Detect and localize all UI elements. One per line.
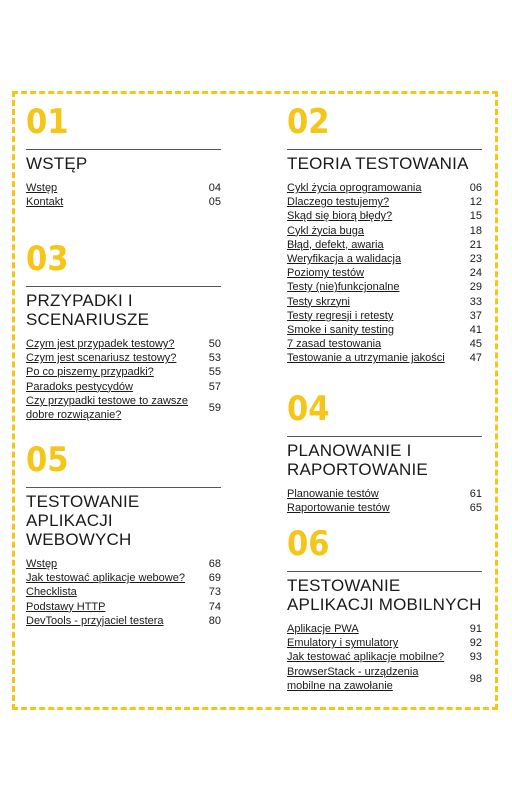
toc-entry-label[interactable]: Testy regresji i retesty xyxy=(287,309,394,322)
section-title: PLANOWANIE I RAPORTOWANIE xyxy=(287,436,482,479)
toc-entry[interactable] xyxy=(287,650,482,664)
toc-entry[interactable] xyxy=(26,557,221,571)
toc-entry-page: 24 xyxy=(469,267,482,280)
toc-entry-label[interactable]: Testowanie a utrzymanie jakości xyxy=(287,352,445,365)
section-items xyxy=(287,487,482,515)
toc-entry[interactable] xyxy=(26,600,221,614)
toc-entry-page: 04 xyxy=(208,182,221,194)
toc-entry-page: 57 xyxy=(208,380,221,393)
toc-entry-page: 29 xyxy=(469,281,482,294)
toc-entry-page: 93 xyxy=(469,651,482,664)
toc-entry-page: 41 xyxy=(469,324,482,337)
toc-entry[interactable] xyxy=(287,323,482,337)
toc-entry-page: 91 xyxy=(469,623,482,635)
toc-entry-label[interactable]: Checklista xyxy=(26,586,77,599)
section-title: TESTOWANIE APLIKACJI MOBILNYCH xyxy=(287,571,482,614)
toc-entry-label[interactable]: Podstawy HTTP xyxy=(26,600,106,613)
toc-entry[interactable] xyxy=(287,209,482,223)
toc-entry-page: 33 xyxy=(469,295,482,308)
section-03 xyxy=(26,239,221,422)
toc-entry-label[interactable]: Poziomy testów xyxy=(287,267,365,280)
toc-entry-label[interactable]: Planowanie testów xyxy=(287,488,379,500)
toc-entry-page: 45 xyxy=(469,338,482,351)
toc-entry-page: 12 xyxy=(469,196,482,209)
section-title: TEORIA TESTOWANIA xyxy=(287,149,482,173)
toc-entry-page: 50 xyxy=(208,338,221,350)
toc-entry[interactable] xyxy=(287,224,482,238)
toc-entry-label[interactable]: DevTools - przyjaciel testera xyxy=(26,614,164,627)
toc-entry[interactable] xyxy=(287,665,482,693)
section-number: 02 xyxy=(287,102,330,142)
toc-entry[interactable] xyxy=(26,394,221,422)
section-number: 06 xyxy=(287,524,330,564)
section-items xyxy=(287,622,482,693)
toc-entry-page: 47 xyxy=(469,352,482,365)
toc-entry-label[interactable]: Dlaczego testujemy? xyxy=(287,196,390,209)
toc-entry[interactable] xyxy=(287,309,482,323)
section-01 xyxy=(26,102,221,209)
section-number: 03 xyxy=(26,239,69,279)
toc-entry[interactable] xyxy=(287,622,482,636)
toc-entry-page: 59 xyxy=(208,401,221,414)
toc-entry[interactable] xyxy=(26,195,221,209)
toc-entry-page: 06 xyxy=(469,182,482,194)
section-items xyxy=(287,181,482,366)
toc-entry-label[interactable]: Aplikacje PWA xyxy=(287,623,359,635)
toc-entry[interactable] xyxy=(26,337,221,351)
toc-entry-label[interactable]: Skąd się biorą błędy? xyxy=(287,210,393,223)
toc-entry-label[interactable]: Czym jest scenariusz testowy? xyxy=(26,352,177,365)
toc-entry-label[interactable]: Testy (nie)funkcjonalne xyxy=(287,281,400,294)
section-title: TESTOWANIE APLIKACJI WEBOWYCH xyxy=(26,487,221,549)
toc-entry-label[interactable]: Czy przypadki testowe to zawsze dobre rozwiązanie? xyxy=(26,394,189,422)
section-items xyxy=(26,337,221,422)
toc-entry-page: 18 xyxy=(469,224,482,237)
toc-entry-page: 37 xyxy=(469,309,482,322)
section-04 xyxy=(287,389,482,515)
toc-entry[interactable] xyxy=(287,181,482,195)
toc-entry-label[interactable]: 7 zasad testowania xyxy=(287,338,382,351)
toc-entry-page: 05 xyxy=(208,196,221,209)
toc-entry[interactable] xyxy=(287,501,482,515)
toc-entry-label[interactable]: BrowserStack - urządzenia mobilne na zawołanie xyxy=(287,665,419,692)
toc-entry-label[interactable]: Raportowanie testów xyxy=(287,502,390,515)
toc-entry[interactable] xyxy=(26,365,221,379)
toc-entry-page: 61 xyxy=(469,488,482,500)
section-02 xyxy=(287,102,482,366)
toc-entry-label[interactable]: Cykl życia oprogramowania xyxy=(287,182,422,194)
toc-entry-page: 15 xyxy=(469,210,482,223)
toc-entry[interactable] xyxy=(287,295,482,309)
toc-entry-label[interactable]: Wstęp xyxy=(26,182,58,194)
toc-entry[interactable] xyxy=(26,585,221,599)
toc-entry[interactable] xyxy=(26,571,221,585)
toc-entry[interactable] xyxy=(287,280,482,294)
toc-entry-page: 98 xyxy=(469,672,482,685)
toc-entry[interactable] xyxy=(287,636,482,650)
section-number: 04 xyxy=(287,389,330,429)
toc-entry[interactable] xyxy=(26,380,221,394)
section-06 xyxy=(287,524,482,693)
toc-entry[interactable] xyxy=(287,252,482,266)
toc-entry-page: 21 xyxy=(469,238,482,251)
toc-entry[interactable] xyxy=(287,351,482,365)
toc-entry-label[interactable]: Kontakt xyxy=(26,196,64,209)
toc-entry-label[interactable]: Weryfikacja a walidacja xyxy=(287,253,402,266)
toc-entry-page: 65 xyxy=(469,502,482,515)
toc-entry-label[interactable]: Po co piszemy przypadki? xyxy=(26,366,154,379)
toc-entry-label[interactable]: Czym jest przypadek testowy? xyxy=(26,338,175,350)
toc-entry-page: 92 xyxy=(469,637,482,650)
toc-entry-page: 74 xyxy=(208,600,221,613)
toc-entry-label[interactable]: Testy skrzyni xyxy=(287,295,350,308)
toc-entry-label[interactable]: Emulatory i symulatory xyxy=(287,637,399,650)
section-items xyxy=(26,181,221,209)
section-items xyxy=(26,557,221,628)
section-title: WSTĘP xyxy=(26,149,221,173)
toc-entry[interactable] xyxy=(287,266,482,280)
toc-entry-label[interactable]: Jak testować aplikacje webowe? xyxy=(26,572,185,585)
toc-entry-label[interactable]: Wstęp xyxy=(26,558,58,570)
toc-entry-label[interactable]: Cykl życia buga xyxy=(287,224,365,237)
toc-entry[interactable] xyxy=(26,614,221,628)
toc-entry-page: 68 xyxy=(208,558,221,570)
section-title: PRZYPADKI I SCENARIUSZE xyxy=(26,286,221,329)
section-05 xyxy=(26,440,221,628)
toc-entry[interactable] xyxy=(287,487,482,501)
section-number: 05 xyxy=(26,440,69,480)
toc-entry-page: 55 xyxy=(208,366,221,379)
toc-entry-label[interactable]: Smoke i sanity testing xyxy=(287,324,394,337)
toc-entry-page: 73 xyxy=(208,586,221,599)
toc-entry-page: 23 xyxy=(469,253,482,266)
toc-entry-label[interactable]: Paradoks pestycydów xyxy=(26,380,133,393)
toc-entry-label[interactable]: Jak testować aplikacje mobilne? xyxy=(287,651,445,664)
toc-entry[interactable] xyxy=(287,337,482,351)
section-number: 01 xyxy=(26,102,69,142)
toc-entry-page: 53 xyxy=(208,352,221,365)
toc-entry[interactable] xyxy=(26,181,221,195)
toc-entry-label[interactable]: Błąd, defekt, awaria xyxy=(287,238,384,251)
toc-entry[interactable] xyxy=(287,195,482,209)
toc-entry[interactable] xyxy=(287,238,482,252)
toc-entry[interactable] xyxy=(26,351,221,365)
toc-entry-page: 69 xyxy=(208,572,221,585)
toc-entry-page: 80 xyxy=(208,614,221,627)
